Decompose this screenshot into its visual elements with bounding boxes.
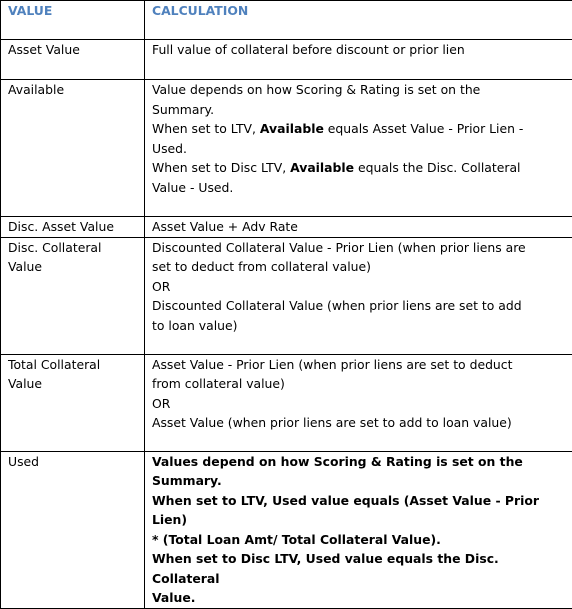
calculation-text: equals the Disc. Collateral <box>354 160 520 175</box>
table-row <box>1 40 572 80</box>
calculation-line <box>152 100 566 120</box>
calculation-cell <box>145 217 572 238</box>
calculation-text: OR <box>152 396 170 411</box>
calculation-cell <box>145 40 572 80</box>
calculation-text: equals Asset Value - Prior Lien - <box>324 121 524 136</box>
value-name: Available <box>8 82 64 97</box>
calculation-text-bold: Value. <box>152 590 195 605</box>
value-name: Asset Value <box>8 42 80 57</box>
calculation-text-bold: value equals (Asset Value - Prior Lien) <box>152 493 539 528</box>
calculation-line <box>152 452 566 472</box>
calculation-text: from collateral value) <box>152 376 285 391</box>
calculation-line <box>152 374 566 394</box>
value-name: Disc. Collateral Value <box>8 240 101 275</box>
value-cell <box>1 451 145 608</box>
header-value <box>1 1 145 40</box>
calculation-text-bold: Available <box>290 160 354 175</box>
calculation-text: to loan value) <box>152 318 237 333</box>
calculation-cell <box>145 354 572 451</box>
header-row <box>1 1 572 40</box>
calculation-line <box>152 139 566 159</box>
calculation-cell <box>145 80 572 217</box>
calculation-cell <box>145 237 572 354</box>
calculation-line <box>152 394 566 414</box>
value-name: Disc. Asset Value <box>8 219 114 234</box>
calculation-text-bold: When set to Disc LTV, <box>152 551 306 566</box>
header-calculation <box>145 1 572 40</box>
header-calculation-label: CALCULATION <box>152 1 566 20</box>
calculation-line <box>152 119 566 139</box>
calculation-text: Discounted Collateral Value - Prior Lien (when prior liens are <box>152 240 526 255</box>
calculation-text-bold: When set to LTV, <box>152 493 272 508</box>
calculation-text: Value - Used. <box>152 180 233 195</box>
value-cell <box>1 80 145 217</box>
calculation-line <box>152 217 566 237</box>
calculation-text: Full value of collateral before discount or prior lien <box>152 42 465 57</box>
table-row <box>1 217 572 238</box>
calculation-text: Value depends on how Scoring & Rating is set on the <box>152 82 480 97</box>
header-value-label: VALUE <box>8 1 138 20</box>
calculation-line <box>152 491 566 530</box>
value-cell <box>1 217 145 238</box>
calculation-text: Asset Value (when prior liens are set to add to loan value) <box>152 415 512 430</box>
calculation-text: Discounted Collateral Value (when prior liens are set to add <box>152 298 522 313</box>
calculation-line <box>152 471 566 491</box>
calculation-text-bold: Used <box>272 493 307 508</box>
calculation-text: Asset Value - Prior Lien (when prior liens are set to deduct <box>152 357 512 372</box>
calculation-text: When set to LTV, <box>152 121 260 136</box>
value-cell <box>1 354 145 451</box>
calculation-line <box>152 316 566 336</box>
calculation-line <box>152 257 566 277</box>
calculation-text-bold: Available <box>260 121 324 136</box>
table-row <box>1 451 572 608</box>
calculation-cell <box>145 451 572 608</box>
calculation-line <box>152 80 566 100</box>
calculation-line <box>152 158 566 178</box>
calculation-text-bold: value equals the Disc. Collateral <box>152 551 499 586</box>
calculation-line <box>152 178 566 198</box>
value-cell <box>1 40 145 80</box>
calculation-text: Summary. <box>152 102 214 117</box>
value-cell <box>1 237 145 354</box>
calculation-line <box>152 413 566 433</box>
table-row <box>1 80 572 217</box>
table-row <box>1 354 572 451</box>
value-name: Used <box>8 454 39 469</box>
value-name: Total Collateral Value <box>8 357 100 392</box>
calculation-text: Used. <box>152 141 187 156</box>
calculation-line <box>152 530 566 550</box>
calculation-line <box>152 238 566 258</box>
calculation-line <box>152 277 566 297</box>
calculation-text: When set to Disc LTV, <box>152 160 290 175</box>
table-row <box>1 237 572 354</box>
calculation-line <box>152 40 566 60</box>
calculation-text-bold: Values depend on how Scoring & Rating is set on the <box>152 454 523 469</box>
calculation-line <box>152 549 566 588</box>
calculation-text: Asset Value + Adv Rate <box>152 219 298 234</box>
calculation-text: OR <box>152 279 170 294</box>
calculation-text-bold: * (Total Loan Amt/ Total Collateral Value). <box>152 532 441 547</box>
calculation-text: set to deduct from collateral value) <box>152 259 371 274</box>
calculation-line <box>152 355 566 375</box>
calculation-text-bold: Summary. <box>152 473 222 488</box>
calculation-text-bold: Used <box>306 551 341 566</box>
calculation-line <box>152 296 566 316</box>
